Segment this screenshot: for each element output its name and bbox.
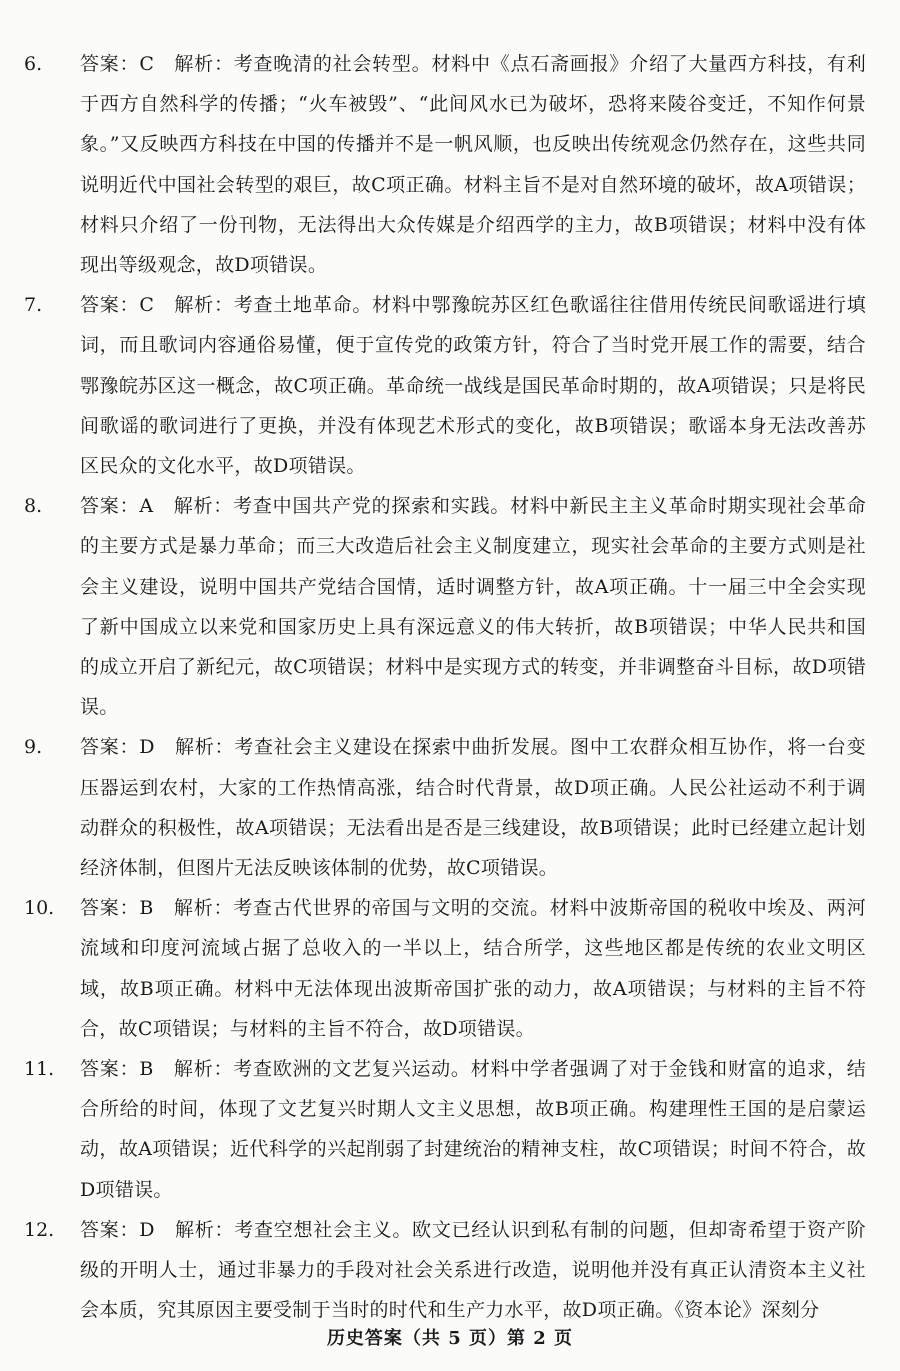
answer-item-9 [0, 727, 900, 888]
item-number: 10. [24, 897, 55, 920]
item-explanation: 答案：B 解析：考查欧洲的文艺复兴运动。材料中学者强调了对于金钱和财富的追求，结合所给的时间，体现了文艺复兴时期人文主义思想，故B项正确。构建理性王国的是启蒙运动，故A项错误；近代科学的兴起削弱了封建统治的精神支柱，故C项错误；时间不符合，故D项错误。 [80, 1058, 866, 1201]
item-explanation: 答案：D 解析：考查空想社会主义。欧文已经认识到私有制的问题，但却寄希望于资产阶级的开明人士，通过非暴力的手段对社会关系进行改造，说明他并没有真正认清资本主义社会本质，究其原因主要受制于当时的时代和生产力水平，故D项正确。《资本论》深刻分 [80, 1218, 866, 1322]
answer-item-6 [0, 44, 900, 285]
item-explanation: 答案：D 解析：考查社会主义建设在探索中曲折发展。图中工农群众相互协作，将一台变压器运到农村，大家的工作热情高涨，结合时代背景，故D项正确。人民公社运动不利于调动群众的积极性，故A项错误；无法看出是否是三线建设，故B项错误；此时已经建立起计划经济体制，但图片无法反映该体制的优势，故C项错误。 [80, 736, 866, 880]
item-number: 11. [24, 1058, 55, 1081]
item-number: 7. [24, 294, 43, 317]
item-number: 6. [24, 53, 43, 75]
answer-item-10 [0, 888, 900, 1049]
answer-item-12 [0, 1210, 900, 1331]
answer-item-8 [0, 486, 900, 727]
answer-item-7 [0, 285, 900, 486]
item-explanation: 答案：B 解析：考查古代世界的帝国与文明的交流。材料中波斯帝国的税收中埃及、两河流域和印度河流域占据了总收入的一半以上，结合所学，这些地区都是传统的农业文明区域，故B项正确。材料中无法体现出波斯帝国扩张的动力，故A项错误；与材料的主旨不符合，故C项错误；与材料的主旨不符合，故D项错误。 [80, 897, 866, 1040]
answer-item-11 [0, 1049, 900, 1210]
item-number: 12. [24, 1218, 55, 1241]
page-footer: 历史答案（共 5 页）第 2 页 [326, 1328, 574, 1349]
answer-list [0, 44, 900, 1331]
item-explanation: 答案：C 解析：考查土地革命。材料中鄂豫皖苏区红色歌谣往往借用传统民间歌谣进行填词，而且歌词内容通俗易懂，便于宣传党的政策方针，符合了当时党开展工作的需要，结合鄂豫皖苏区这一概念，故C项正确。革命统一战线是国民革命时期的，故A项错误；只是将民间歌谣的歌词进行了更换，并没有体现艺术形式的变化，故B项错误；歌谣本身无法改善苏区民众的文化水平，故D项错误。 [80, 294, 866, 478]
item-explanation: 答案：A 解析：考查中国共产党的探索和实践。材料中新民主主义革命时期实现社会革命的主要方式是暴力革命；而三大改造后社会主义制度建立，现实社会革命的主要方式则是社会主义建设，说明中国共产党结合国情，适时调整方针，故A项正确。十一届三中全会实现了新中国成立以来党和国家历史上具有深远意义的伟大转折，故B项错误；中华人民共和国的成立开启了新纪元，故C项错误；材料中是实现方式的转变，并非调整奋斗目标，故D项错误。 [80, 495, 866, 719]
item-explanation: 答案：C 解析：考查晚清的社会转型。材料中《点石斋画报》介绍了大量西方科技，有利于西方自然科学的传播；“火车被毁”、“此间风水已为破坏，恐将来陵谷变迁，不知作何景象。”又反映西方科技在中国的传播并不是一帆风顺，也反映出传统观念仍然存在，这些共同说明近代中国社会转型的艰巨，故C项正确。材料主旨不是对自然环境的破坏，故A项错误；材料只介绍了一份刊物，无法得出大众传媒是介绍西学的主力，故B项错误；材料中没有体现出等级观念，故D项错误。 [80, 53, 866, 277]
item-number: 9. [24, 736, 43, 759]
item-number: 8. [24, 495, 43, 518]
